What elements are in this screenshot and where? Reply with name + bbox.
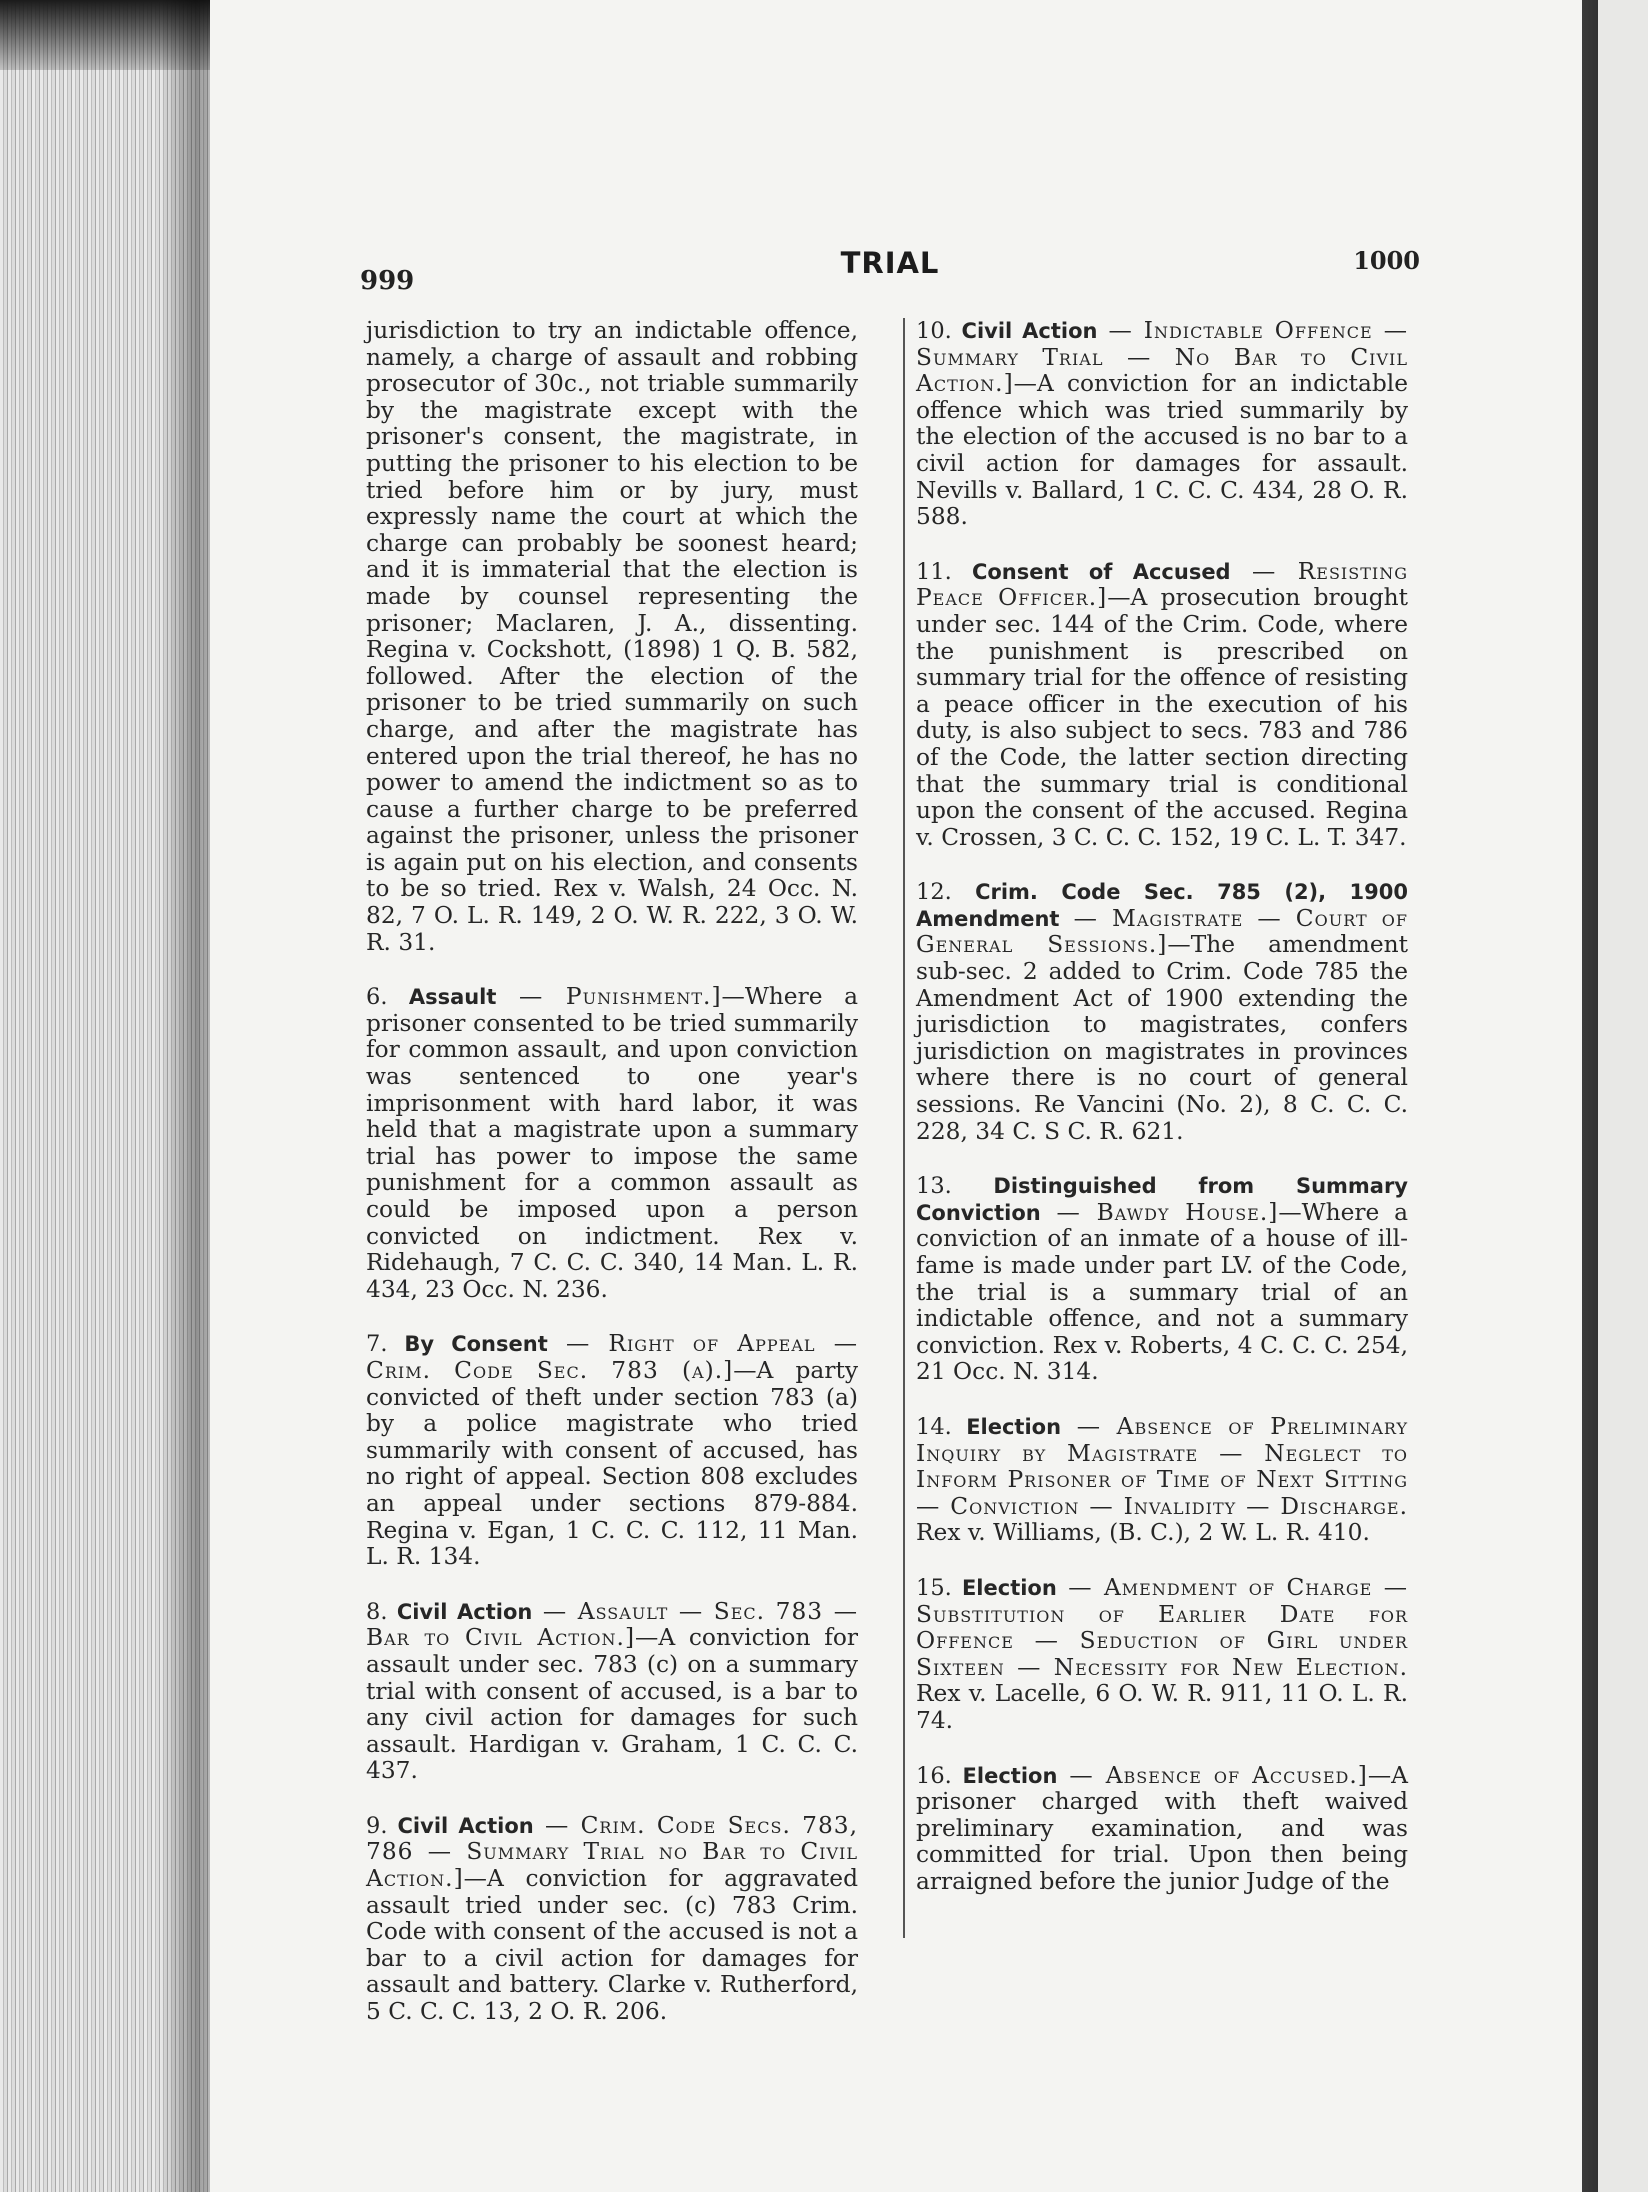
- entry-subheading: — Assault — Sec. 783 — Bar to Civil Action.]: [366, 1597, 859, 1652]
- continuation-paragraph: jurisdiction to try an indictable offence, namely, a charge of assault and robbing prosecutor of 30c., not triable summarily by the magistrate except with the prisoner's consent, the magistrate, in putting the prisoner to his election to be tried before him or by jury, must expressly name the court at which the charge can probably be soonest heard; and it is immaterial that the election is made by counsel representing the prisoner; Maclaren, J. A., dissenting. Regina v. Cockshott, (1898) 1 Q. B. 582, followed. After the election of the prisoner to be tried summarily on such charge, and after the magistrate has entered upon the trial thereof, he has no power to amend the indictment so as to cause a further charge to be preferred against the prisoner, unless the prisoner is again put on his election, and consents to be so tried. Rex v. Walsh, 24 Occ. N. 82, 7 O. L. R. 149, 2 O. W. R. 222, 3 O. W. R. 31.: [366, 317, 858, 956]
- left-entries: [366, 984, 858, 2025]
- entry-number: 10.: [916, 318, 962, 344]
- entry-number: 9.: [366, 1812, 398, 1839]
- entry-subheading: — Crim. Code Secs. 783, 786 — Summary Trial no Bar to Civil Action.]: [366, 1811, 859, 1893]
- entry-number: 16.: [916, 1762, 963, 1789]
- entry-body: —A party convicted of theft under section 783 (a) by a police magistrate who tried summarily with consent of accused, has no right of appeal. Section 808 excludes an appeal under sections 879-884. Regina v. Egan, 1 C. C. C. 112, 11 Man. L. R. 134.: [366, 1356, 858, 1571]
- entry-number: 14.: [916, 1413, 967, 1440]
- digest-entry: [366, 1599, 858, 1785]
- entry-number: 13.: [916, 1173, 994, 1200]
- entry-body: —A prosecution brought under sec. 144 of the Crim. Code, where the punishment is prescribed on summary trial for the offence of resisting a peace officer in the execution of his duty, is also subject to secs. 783 and 786 of the Code, the latter section directing that the summary trial is conditional upon the consent of the accused. Regina v. Crossen, 3 C. C. C. 152, 19 C. L. T. 347.: [916, 584, 1408, 851]
- entry-number: 8.: [366, 1598, 397, 1625]
- entry-number: 12.: [916, 879, 976, 906]
- digest-entry: [916, 559, 1408, 852]
- left-column: [366, 318, 858, 2054]
- right-page-number: 1000: [1353, 246, 1420, 275]
- entry-heading: Crim. Code Sec. 785 (2), 1900 Amendment: [916, 880, 1409, 931]
- entry-body: —Where a prisoner consented to be tried summarily for common assault, and upon conviction was sentenced to one year's imprisonment with hard labor, it was held that a magistrate upon a summary trial has power to impose the same punishment for a common assault as could be imposed upon a person convicted on indictment. Rex v. Ridehaugh, 7 C. C. C. 340, 14 Man. L. R. 434, 23 Occ. N. 236.: [366, 983, 858, 1303]
- entry-subheading: — Indictable Offence — Summary Trial — No Bar to Civil Action.]: [916, 317, 1408, 398]
- entry-number: 15.: [916, 1574, 962, 1601]
- entry-body: —The amendment sub-sec. 2 added to Crim. Code 785 the Amendment Act of 1900 extending the jurisdiction to magistrates, confers jurisdiction on magistrates in provinces where there is no court of general sessions. Re Vancini (No. 2), 8 C. C. C. 228, 34 C. S C. R. 621.: [916, 931, 1408, 1145]
- left-page-number: 999: [360, 266, 415, 296]
- digest-entry: [916, 879, 1408, 1145]
- entry-subheading: — Absence of Preliminary Inquiry by Magistrate — Neglect to Inform Prisoner of Time of Next Sitting — Conviction — Invalidity — Discharge.: [916, 1412, 1409, 1520]
- entry-heading: Civil Action: [397, 1813, 534, 1838]
- entry-body: —A conviction for assault under sec. 783 (c) on a summary trial with consent of accused, is a bar to any civil action for damages for such assault. Hardigan v. Graham, 1 C. C. C. 437.: [366, 1624, 858, 1785]
- entry-number: 7.: [366, 1331, 405, 1358]
- right-column: [916, 318, 1408, 1923]
- entry-number: 6.: [366, 984, 409, 1011]
- entry-subheading: — Bawdy House.]: [1040, 1198, 1279, 1226]
- right-entries: [916, 318, 1408, 1895]
- entry-heading: By Consent: [404, 1332, 548, 1357]
- entry-body: —A prisoner charged with theft waived preliminary examination, and was committed for trial. Upon then being arraigned before the junior Judge of the: [916, 1761, 1408, 1895]
- running-title: TRIAL: [840, 246, 940, 280]
- digest-entry: [366, 984, 858, 1303]
- entry-body: —A conviction for aggravated assault tried under sec. (c) 783 Crim. Code with consent of the accused is not a bar to a civil action for damages for assault and battery. Clarke v. Rutherford, 5 C. C. C. 13, 2 O. R. 206.: [366, 1865, 858, 2026]
- entry-subheading: — Right of Appeal — Crim. Code Sec. 783 (a).]: [366, 1330, 859, 1384]
- entry-subheading: — Amendment of Charge — Substitution of Earlier Date for Offence — Seduction of Girl under Sixteen — Necessity for New Election.: [916, 1573, 1408, 1681]
- entry-heading: Consent of Accused: [971, 559, 1231, 584]
- entry-body: Rex v. Williams, (B. C.), 2 W. L. R. 410.: [916, 1519, 1370, 1547]
- entry-subheading: — Absence of Accused.]: [1057, 1761, 1368, 1789]
- entry-heading: Election: [961, 1575, 1057, 1600]
- entry-subheading: — Punishment.]: [496, 983, 722, 1011]
- entry-number: 11.: [916, 558, 972, 585]
- digest-entry: [916, 1575, 1408, 1735]
- digest-entry: [916, 318, 1408, 531]
- entry-heading: Civil Action: [961, 319, 1098, 343]
- next-page-edge: [1598, 0, 1648, 2192]
- entry-heading: Election: [962, 1763, 1058, 1788]
- page-header: [360, 240, 1420, 296]
- entry-body: —A conviction for an indictable offence which was tried summarily by the election of the accused is no bar to a civil action for damages for assault. Nevills v. Ballard, 1 C. C. C. 434, 28 O. R. 588.: [916, 370, 1408, 531]
- digest-entry: [916, 1414, 1408, 1547]
- entry-body: —Where a conviction of an inmate of a house of ill-fame is made under part LV. of the Code, the trial is a summary trial of an indictable offence, and not a summary conviction. Rex v. Roberts, 4 C. C. C. 254, 21 Occ. N. 314.: [916, 1198, 1408, 1386]
- entry-heading: Assault: [408, 985, 497, 1010]
- entry-body: Rex v. Lacelle, 6 O. W. R. 911, 11 O. L. R. 74.: [916, 1680, 1408, 1734]
- digest-entry: [366, 1331, 858, 1570]
- digest-entry: [916, 1763, 1408, 1896]
- column-rule: [903, 318, 905, 1938]
- digest-entry: [366, 1813, 858, 2026]
- entry-subheading: — Magistrate — Court of General Sessions.]: [916, 904, 1408, 959]
- entry-heading: Distinguished from Summary Conviction: [916, 1174, 1408, 1225]
- entry-heading: Civil Action: [396, 1599, 533, 1624]
- entry-subheading: — Resisting Peace Officer.]: [916, 557, 1408, 612]
- entry-heading: Election: [966, 1414, 1062, 1439]
- digest-entry: [916, 1173, 1408, 1386]
